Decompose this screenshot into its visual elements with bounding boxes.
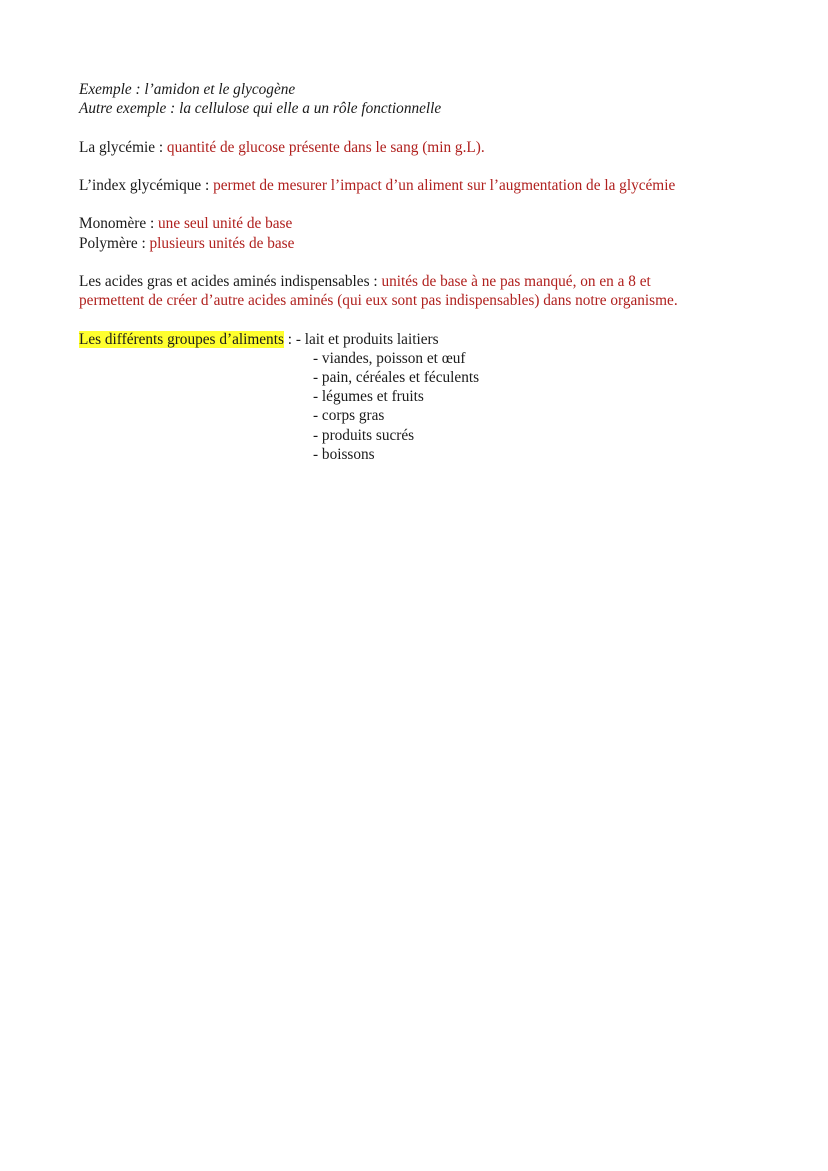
food-groups-separator: : — [283, 330, 296, 348]
term-label: L’index glycémique : — [79, 176, 214, 194]
paragraph-spacer — [79, 253, 759, 272]
definition-monomere — [79, 214, 759, 233]
example-line: Exemple : l’amidon et le glycogène — [79, 81, 296, 98]
food-group-item: - produits sucrés — [313, 426, 415, 444]
definition-text: une seul unité de base — [158, 215, 293, 233]
food-group-item: - légumes et fruits — [313, 388, 424, 406]
paragraph-spacer — [79, 310, 759, 329]
food-group-item: - pain, céréales et féculents — [313, 368, 480, 386]
food-group-item: - lait et produits laitiers — [295, 330, 439, 348]
term-label: Polymère : — [79, 234, 150, 252]
example-line-2: Autre exemple : la cellulose qui elle a un rôle fonctionnelle — [79, 100, 442, 118]
definition-polymere — [79, 234, 759, 253]
food-group-item: - boissons — [313, 445, 375, 463]
definition-acides-line-2: permettent de créer d’autre acides aminés (qui eux sont pas indispensables) dans notre organisme. — [79, 292, 678, 310]
term-label: Monomère : — [79, 215, 159, 233]
food-group-item: - corps gras — [313, 407, 385, 425]
definition-text: permet de mesurer l’impact d’un aliment sur l’augmentation de la glycémie — [213, 176, 676, 194]
definition-text: unités de base à ne pas manqué, on en a 8 et — [381, 272, 651, 290]
paragraph-spacer — [79, 157, 759, 176]
food-groups-heading: Les différents groupes d’aliments — [79, 330, 284, 348]
food-groups-first-line — [79, 330, 759, 349]
term-label: La glycémie : — [79, 138, 167, 156]
document-body — [79, 80, 759, 464]
definition-text: quantité de glucose présente dans le sang (min g.L). — [166, 138, 485, 156]
definition-index-glycemique — [79, 176, 759, 195]
paragraph-spacer — [79, 195, 759, 214]
definition-text: plusieurs unités de base — [149, 234, 295, 252]
paragraph-spacer — [79, 118, 759, 137]
definition-glycemie — [79, 138, 759, 157]
food-group-item: - viandes, poisson et œuf — [313, 349, 466, 367]
term-label: Les acides gras et acides aminés indispensables : — [79, 272, 382, 290]
definition-acides-line-1 — [79, 272, 759, 291]
